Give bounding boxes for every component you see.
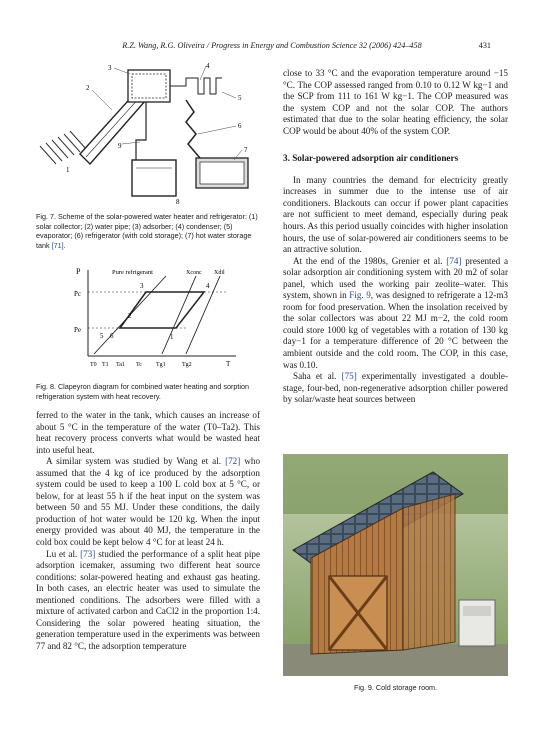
fig9-caption: Fig. 9. Cold storage room. (353, 683, 438, 692)
fig7-label-4: 4 (206, 62, 210, 70)
page-number: 431 (478, 41, 491, 50)
point-3: 3 (140, 282, 144, 290)
paragraph: In many countries the demand for electricity greatly increases in summer due to the intense use of air conditioners. Blackouts can occur if power plant capacities are not sufficient to meet demand, especially during peak hours. As this period usually coincides with higher insolation hours, the use of solar-powered air conditioners seems to be an attractive solution. (283, 174, 508, 255)
fig7-scheme (36, 60, 260, 208)
top-label: Pure refrigerant (112, 269, 153, 276)
point-4: 4 (206, 282, 210, 290)
fig9-link[interactable]: Fig. 9 (349, 290, 371, 301)
fig9-photo (283, 454, 508, 676)
pe-label: Pe (74, 326, 81, 334)
evaporator (186, 100, 200, 158)
paragraph: ferred to the water in the tank, which causes an increase of about 5 °C in the temperature of the water (T0–Ta2). This heat recovery process converts what would be wasted heat into useful heat. (36, 410, 260, 455)
hot-water-tank (132, 160, 176, 196)
fig7-label-2: 2 (86, 84, 90, 92)
t-1: T1 (102, 362, 109, 368)
fig7-label-3: 3 (108, 64, 112, 72)
running-title: R.Z. Wang, R.G. Oliveira / Progress in Energy and Combustion Science 32 (2006) 424–458 (122, 41, 422, 50)
right-column-text (283, 68, 508, 406)
x-conc: Xconc (186, 270, 202, 276)
adsorber (128, 70, 170, 102)
ref-73[interactable]: [73] (80, 548, 96, 559)
paragraph: Saha et al. [75] experimentally investigated a double-stage, four-bed, non-regenerative adsorption chiller powered by solar/waste heat sources between (283, 371, 508, 405)
axis-p: P (76, 267, 81, 276)
t-c: Tc (136, 362, 142, 368)
condenser (170, 78, 222, 94)
paragraph: close to 33 °C and the evaporation temperature around −15 °C. The COP assessed ranged from 0.10 to 0.12 W kg−1 and the SCP from 111 to 161 W kg−1. The COP measured was the system COP and not the solar COP. The authors estimated that due to the solar heating efficiency, the solar COP would be about 40% of the system COP. (283, 68, 508, 136)
t-0: T0 (90, 362, 97, 368)
paragraph: At the end of the 1980s, Grenier et al. [74] presented a solar adsorption air conditioning system with 20 m2 of solar panel, which used the working pair zeolite–water. This system, shown in Fig. 9, was designed to refrigerate a 12-m3 room for food preservation. When the insolation received by the solar collectors was about 22 MJ m−2, the cold room could store 1000 kg of vegetables with a rotation of 130 kg day−1 for a temperature difference of 20 °C between the ambient outside and the cold room. The COP, in this case, was 0.10. (283, 255, 508, 370)
fig7-label-8: 8 (176, 198, 180, 206)
fig7-caption-ref[interactable]: [71] (51, 240, 64, 250)
t-g2: Tg2 (182, 362, 192, 368)
fig7-caption: Fig. 7. Scheme of the solar-powered water heater and refrigerator: (1) solar collector; (2) water pipe; (3) adsorber; (4) condenser; (5) evaporator; (6) refrigerator (with cold storage); (7) hot water storage tank [71]. (36, 212, 258, 250)
x-dil: Xdil (214, 270, 225, 276)
paragraph: Lu et al. [73] studied the performance of a split heat pipe adsorption icemaker, assuming two different heat source conditions: solar-powered heating and exhaust gas heating. In both cases, an electric heater was used to simulate the mentioned conditions. The adsorbers were filled with a mixture of activated carbon and CaCl2 in the proportion 1:4. Considering the solar powered heating situation, the generation temperature used in the experiments was between 77 and 82 °C, the adsorption temperature (36, 548, 261, 651)
fig8-caption: Fig. 8. Clapeyron diagram for combined water heating and sorption refrigeration system with heat recovery. (36, 382, 249, 401)
t-g1: Tg1 (156, 362, 166, 368)
fig8-clapeyron-diagram (36, 266, 260, 374)
ref-72[interactable]: [72] (225, 456, 241, 467)
ref-74[interactable]: [74] (446, 255, 462, 266)
t-axis: T (226, 360, 231, 368)
sun-rays (40, 131, 86, 164)
fig7-label-7: 7 (244, 146, 248, 154)
ref-75[interactable]: [75] (341, 371, 357, 382)
running-header (0, 41, 544, 55)
point-1: 1 (170, 333, 174, 341)
point-6: 6 (110, 332, 114, 340)
point-2: 2 (128, 312, 132, 320)
section-title: 3. Solar-powered adsorption air conditioners (283, 153, 459, 164)
point-5: 5 (100, 332, 104, 340)
fig7-label-5: 5 (238, 94, 242, 102)
paragraph: A similar system was studied by Wang et al. [72] who assumed that the 4 kg of ice produced by the adsorption system could be used to keep a 100 L cold box at 5 °C, or below, for at least 55 h if the heat input on the system was between 50 and 55 MJ. Under these conditions, the daily production of hot water would be 120 kg. When the input energy provided was about 40 MJ, the temperature in the cold box could be kept below 4 °C for at least 24 h. (36, 456, 261, 548)
fig7-label-1: 1 (66, 166, 70, 174)
left-column-text (36, 410, 260, 652)
t-a1: Ta1 (116, 362, 125, 368)
fig7-label-9: 9 (118, 142, 122, 150)
shed-side-wall (403, 494, 455, 650)
pc-label: Pc (74, 290, 81, 298)
fig7-label-6: 6 (238, 122, 242, 130)
